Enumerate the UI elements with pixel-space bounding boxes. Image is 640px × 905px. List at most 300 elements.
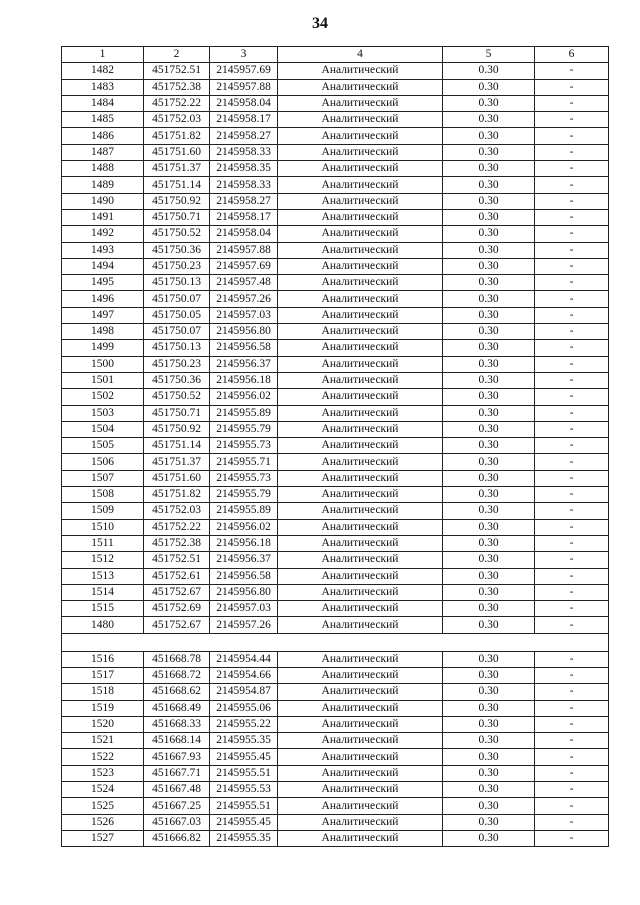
note-cell: -: [535, 733, 609, 749]
note-cell: -: [535, 519, 609, 535]
method-cell: Аналитический: [278, 535, 443, 551]
y-coordinate-cell: 2145958.04: [210, 95, 278, 111]
y-coordinate-cell: 2145956.37: [210, 356, 278, 372]
y-coordinate-cell: 2145957.48: [210, 275, 278, 291]
point-number-cell: 1513: [62, 568, 144, 584]
table-row: [62, 307, 609, 323]
accuracy-cell: 0.30: [443, 389, 535, 405]
accuracy-cell: 0.30: [443, 749, 535, 765]
note-cell: -: [535, 226, 609, 242]
y-coordinate-cell: 2145955.53: [210, 782, 278, 798]
note-cell: -: [535, 454, 609, 470]
point-number-cell: 1497: [62, 307, 144, 323]
method-cell: Аналитический: [278, 324, 443, 340]
point-number-cell: 1500: [62, 356, 144, 372]
y-coordinate-cell: 2145955.79: [210, 487, 278, 503]
point-number-cell: 1493: [62, 242, 144, 258]
x-coordinate-cell: 451751.14: [144, 438, 210, 454]
point-number-cell: 1518: [62, 684, 144, 700]
method-cell: Аналитический: [278, 144, 443, 160]
method-cell: Аналитический: [278, 584, 443, 600]
y-coordinate-cell: 2145955.73: [210, 470, 278, 486]
accuracy-cell: 0.30: [443, 684, 535, 700]
method-cell: Аналитический: [278, 63, 443, 79]
point-number-cell: 1502: [62, 389, 144, 405]
accuracy-cell: 0.30: [443, 584, 535, 600]
note-cell: -: [535, 535, 609, 551]
method-cell: Аналитический: [278, 470, 443, 486]
accuracy-cell: 0.30: [443, 601, 535, 617]
point-number-cell: 1526: [62, 814, 144, 830]
page-number: 34: [312, 15, 328, 32]
x-coordinate-cell: 451750.92: [144, 193, 210, 209]
table-row: [62, 798, 609, 814]
y-coordinate-cell: 2145956.58: [210, 568, 278, 584]
column-header: 1: [62, 47, 144, 63]
x-coordinate-cell: 451752.22: [144, 519, 210, 535]
table-body: [62, 63, 609, 847]
note-cell: -: [535, 405, 609, 421]
y-coordinate-cell: 2145955.51: [210, 798, 278, 814]
table-row: [62, 340, 609, 356]
method-cell: Аналитический: [278, 782, 443, 798]
table-row: [62, 226, 609, 242]
x-coordinate-cell: 451750.23: [144, 356, 210, 372]
method-cell: Аналитический: [278, 487, 443, 503]
note-cell: -: [535, 487, 609, 503]
accuracy-cell: 0.30: [443, 307, 535, 323]
method-cell: Аналитический: [278, 307, 443, 323]
accuracy-cell: 0.30: [443, 667, 535, 683]
table-row: [62, 830, 609, 846]
method-cell: Аналитический: [278, 765, 443, 781]
table-row: [62, 291, 609, 307]
accuracy-cell: 0.30: [443, 568, 535, 584]
point-number-cell: 1494: [62, 258, 144, 274]
table-row: [62, 95, 609, 111]
x-coordinate-cell: 451752.38: [144, 535, 210, 551]
table-row: [62, 63, 609, 79]
method-cell: Аналитический: [278, 798, 443, 814]
note-cell: -: [535, 95, 609, 111]
note-cell: -: [535, 258, 609, 274]
accuracy-cell: 0.30: [443, 112, 535, 128]
x-coordinate-cell: 451667.93: [144, 749, 210, 765]
y-coordinate-cell: 2145955.79: [210, 421, 278, 437]
accuracy-cell: 0.30: [443, 291, 535, 307]
method-cell: Аналитический: [278, 193, 443, 209]
accuracy-cell: 0.30: [443, 128, 535, 144]
x-coordinate-cell: 451750.92: [144, 421, 210, 437]
table-row: [62, 438, 609, 454]
method-cell: Аналитический: [278, 552, 443, 568]
x-coordinate-cell: 451750.13: [144, 340, 210, 356]
accuracy-cell: 0.30: [443, 733, 535, 749]
point-number-cell: 1483: [62, 79, 144, 95]
table-row: [62, 177, 609, 193]
table-row: [62, 258, 609, 274]
point-number-cell: 1489: [62, 177, 144, 193]
x-coordinate-cell: 451750.13: [144, 275, 210, 291]
accuracy-cell: 0.30: [443, 814, 535, 830]
point-number-cell: 1520: [62, 716, 144, 732]
method-cell: Аналитический: [278, 568, 443, 584]
note-cell: -: [535, 242, 609, 258]
point-number-cell: 1482: [62, 63, 144, 79]
accuracy-cell: 0.30: [443, 830, 535, 846]
point-number-cell: 1499: [62, 340, 144, 356]
table-row: [62, 242, 609, 258]
accuracy-cell: 0.30: [443, 782, 535, 798]
table-row: [62, 324, 609, 340]
accuracy-cell: 0.30: [443, 535, 535, 551]
table-row: [62, 684, 609, 700]
table-row: [62, 782, 609, 798]
y-coordinate-cell: 2145956.02: [210, 519, 278, 535]
note-cell: -: [535, 63, 609, 79]
table-row: [62, 733, 609, 749]
note-cell: -: [535, 716, 609, 732]
accuracy-cell: 0.30: [443, 340, 535, 356]
y-coordinate-cell: 2145955.71: [210, 454, 278, 470]
method-cell: Аналитический: [278, 340, 443, 356]
table-row: [62, 487, 609, 503]
point-number-cell: 1501: [62, 372, 144, 388]
point-number-cell: 1516: [62, 651, 144, 667]
separator-cell: [62, 633, 609, 651]
note-cell: -: [535, 291, 609, 307]
y-coordinate-cell: 2145955.06: [210, 700, 278, 716]
method-cell: Аналитический: [278, 454, 443, 470]
y-coordinate-cell: 2145957.26: [210, 617, 278, 633]
accuracy-cell: 0.30: [443, 503, 535, 519]
point-number-cell: 1508: [62, 487, 144, 503]
note-cell: -: [535, 617, 609, 633]
note-cell: -: [535, 503, 609, 519]
x-coordinate-cell: 451750.05: [144, 307, 210, 323]
x-coordinate-cell: 451752.51: [144, 552, 210, 568]
note-cell: -: [535, 128, 609, 144]
point-number-cell: 1511: [62, 535, 144, 551]
point-number-cell: 1488: [62, 161, 144, 177]
table-row: [62, 519, 609, 535]
header-row: [62, 47, 609, 63]
x-coordinate-cell: 451668.14: [144, 733, 210, 749]
y-coordinate-cell: 2145955.35: [210, 830, 278, 846]
x-coordinate-cell: 451667.71: [144, 765, 210, 781]
x-coordinate-cell: 451751.37: [144, 454, 210, 470]
y-coordinate-cell: 2145955.89: [210, 405, 278, 421]
accuracy-cell: 0.30: [443, 716, 535, 732]
note-cell: -: [535, 144, 609, 160]
note-cell: -: [535, 568, 609, 584]
table-row: [62, 584, 609, 600]
method-cell: Аналитический: [278, 258, 443, 274]
method-cell: Аналитический: [278, 830, 443, 846]
accuracy-cell: 0.30: [443, 552, 535, 568]
table-row: [62, 716, 609, 732]
x-coordinate-cell: 451667.25: [144, 798, 210, 814]
note-cell: -: [535, 193, 609, 209]
table-row: [62, 209, 609, 225]
y-coordinate-cell: 2145958.17: [210, 112, 278, 128]
x-coordinate-cell: 451752.38: [144, 79, 210, 95]
point-number-cell: 1490: [62, 193, 144, 209]
accuracy-cell: 0.30: [443, 226, 535, 242]
x-coordinate-cell: 451668.62: [144, 684, 210, 700]
method-cell: Аналитический: [278, 438, 443, 454]
y-coordinate-cell: 2145957.03: [210, 601, 278, 617]
accuracy-cell: 0.30: [443, 438, 535, 454]
accuracy-cell: 0.30: [443, 193, 535, 209]
x-coordinate-cell: 451752.69: [144, 601, 210, 617]
method-cell: Аналитический: [278, 503, 443, 519]
table-row: [62, 568, 609, 584]
y-coordinate-cell: 2145957.26: [210, 291, 278, 307]
method-cell: Аналитический: [278, 242, 443, 258]
x-coordinate-cell: 451668.78: [144, 651, 210, 667]
x-coordinate-cell: 451750.07: [144, 324, 210, 340]
x-coordinate-cell: 451752.67: [144, 617, 210, 633]
point-number-cell: 1485: [62, 112, 144, 128]
method-cell: Аналитический: [278, 684, 443, 700]
accuracy-cell: 0.30: [443, 487, 535, 503]
point-number-cell: 1514: [62, 584, 144, 600]
table-row: [62, 454, 609, 470]
note-cell: -: [535, 112, 609, 128]
accuracy-cell: 0.30: [443, 242, 535, 258]
table-row: [62, 617, 609, 633]
point-number-cell: 1507: [62, 470, 144, 486]
table-row: [62, 651, 609, 667]
method-cell: Аналитический: [278, 421, 443, 437]
y-coordinate-cell: 2145956.37: [210, 552, 278, 568]
accuracy-cell: 0.30: [443, 275, 535, 291]
y-coordinate-cell: 2145955.73: [210, 438, 278, 454]
method-cell: Аналитический: [278, 79, 443, 95]
x-coordinate-cell: 451751.37: [144, 161, 210, 177]
x-coordinate-cell: 451750.07: [144, 291, 210, 307]
accuracy-cell: 0.30: [443, 798, 535, 814]
note-cell: -: [535, 552, 609, 568]
table-row: [62, 765, 609, 781]
point-number-cell: 1496: [62, 291, 144, 307]
x-coordinate-cell: 451752.51: [144, 63, 210, 79]
y-coordinate-cell: 2145956.80: [210, 324, 278, 340]
x-coordinate-cell: 451752.67: [144, 584, 210, 600]
x-coordinate-cell: 451751.60: [144, 144, 210, 160]
note-cell: -: [535, 275, 609, 291]
note-cell: -: [535, 307, 609, 323]
method-cell: Аналитический: [278, 356, 443, 372]
y-coordinate-cell: 2145957.88: [210, 242, 278, 258]
y-coordinate-cell: 2145957.69: [210, 63, 278, 79]
accuracy-cell: 0.30: [443, 617, 535, 633]
table-row: [62, 749, 609, 765]
note-cell: -: [535, 324, 609, 340]
x-coordinate-cell: 451750.36: [144, 372, 210, 388]
note-cell: -: [535, 765, 609, 781]
table-row: [62, 161, 609, 177]
method-cell: Аналитический: [278, 95, 443, 111]
accuracy-cell: 0.30: [443, 63, 535, 79]
x-coordinate-cell: 451752.03: [144, 112, 210, 128]
y-coordinate-cell: 2145957.03: [210, 307, 278, 323]
method-cell: Аналитический: [278, 733, 443, 749]
coordinates-table: [61, 46, 609, 847]
x-coordinate-cell: 451668.72: [144, 667, 210, 683]
table-row: [62, 814, 609, 830]
y-coordinate-cell: 2145958.04: [210, 226, 278, 242]
note-cell: -: [535, 684, 609, 700]
accuracy-cell: 0.30: [443, 700, 535, 716]
y-coordinate-cell: 2145957.69: [210, 258, 278, 274]
note-cell: -: [535, 161, 609, 177]
note-cell: -: [535, 372, 609, 388]
note-cell: -: [535, 79, 609, 95]
y-coordinate-cell: 2145955.89: [210, 503, 278, 519]
note-cell: -: [535, 651, 609, 667]
accuracy-cell: 0.30: [443, 651, 535, 667]
x-coordinate-cell: 451668.49: [144, 700, 210, 716]
table-row: [62, 421, 609, 437]
point-number-cell: 1510: [62, 519, 144, 535]
method-cell: Аналитический: [278, 275, 443, 291]
method-cell: Аналитический: [278, 389, 443, 405]
x-coordinate-cell: 451751.14: [144, 177, 210, 193]
accuracy-cell: 0.30: [443, 372, 535, 388]
accuracy-cell: 0.30: [443, 421, 535, 437]
accuracy-cell: 0.30: [443, 95, 535, 111]
table-row: [62, 356, 609, 372]
point-number-cell: 1509: [62, 503, 144, 519]
column-header: 2: [144, 47, 210, 63]
note-cell: -: [535, 700, 609, 716]
method-cell: Аналитический: [278, 209, 443, 225]
note-cell: -: [535, 584, 609, 600]
point-number-cell: 1517: [62, 667, 144, 683]
accuracy-cell: 0.30: [443, 519, 535, 535]
table-row: [62, 193, 609, 209]
y-coordinate-cell: 2145955.22: [210, 716, 278, 732]
x-coordinate-cell: 451666.82: [144, 830, 210, 846]
column-header: 4: [278, 47, 443, 63]
note-cell: -: [535, 356, 609, 372]
y-coordinate-cell: 2145954.87: [210, 684, 278, 700]
point-number-cell: 1486: [62, 128, 144, 144]
point-number-cell: 1506: [62, 454, 144, 470]
x-coordinate-cell: 451752.61: [144, 568, 210, 584]
note-cell: -: [535, 177, 609, 193]
y-coordinate-cell: 2145956.58: [210, 340, 278, 356]
table-row: [62, 112, 609, 128]
accuracy-cell: 0.30: [443, 177, 535, 193]
point-number-cell: 1505: [62, 438, 144, 454]
accuracy-cell: 0.30: [443, 209, 535, 225]
point-number-cell: 1523: [62, 765, 144, 781]
note-cell: -: [535, 601, 609, 617]
y-coordinate-cell: 2145956.18: [210, 535, 278, 551]
y-coordinate-cell: 2145954.44: [210, 651, 278, 667]
x-coordinate-cell: 451751.60: [144, 470, 210, 486]
accuracy-cell: 0.30: [443, 356, 535, 372]
method-cell: Аналитический: [278, 617, 443, 633]
point-number-cell: 1524: [62, 782, 144, 798]
table-row: [62, 503, 609, 519]
x-coordinate-cell: 451751.82: [144, 128, 210, 144]
note-cell: -: [535, 830, 609, 846]
table-row: [62, 552, 609, 568]
method-cell: Аналитический: [278, 226, 443, 242]
y-coordinate-cell: 2145958.27: [210, 128, 278, 144]
point-number-cell: 1492: [62, 226, 144, 242]
method-cell: Аналитический: [278, 651, 443, 667]
point-number-cell: 1495: [62, 275, 144, 291]
point-number-cell: 1521: [62, 733, 144, 749]
x-coordinate-cell: 451750.52: [144, 389, 210, 405]
point-number-cell: 1491: [62, 209, 144, 225]
y-coordinate-cell: 2145955.45: [210, 749, 278, 765]
point-number-cell: 1515: [62, 601, 144, 617]
method-cell: Аналитический: [278, 372, 443, 388]
y-coordinate-cell: 2145958.33: [210, 144, 278, 160]
note-cell: -: [535, 389, 609, 405]
method-cell: Аналитический: [278, 700, 443, 716]
accuracy-cell: 0.30: [443, 161, 535, 177]
accuracy-cell: 0.30: [443, 405, 535, 421]
method-cell: Аналитический: [278, 601, 443, 617]
table-row: [62, 667, 609, 683]
note-cell: -: [535, 340, 609, 356]
y-coordinate-cell: 2145955.51: [210, 765, 278, 781]
method-cell: Аналитический: [278, 814, 443, 830]
table-row: [62, 144, 609, 160]
column-header: 6: [535, 47, 609, 63]
separator-row: [62, 633, 609, 651]
point-number-cell: 1519: [62, 700, 144, 716]
point-number-cell: 1504: [62, 421, 144, 437]
note-cell: -: [535, 814, 609, 830]
method-cell: Аналитический: [278, 405, 443, 421]
note-cell: -: [535, 798, 609, 814]
method-cell: Аналитический: [278, 749, 443, 765]
point-number-cell: 1498: [62, 324, 144, 340]
x-coordinate-cell: 451750.52: [144, 226, 210, 242]
table-row: [62, 372, 609, 388]
method-cell: Аналитический: [278, 291, 443, 307]
method-cell: Аналитический: [278, 161, 443, 177]
table-row: [62, 79, 609, 95]
note-cell: -: [535, 667, 609, 683]
x-coordinate-cell: 451752.03: [144, 503, 210, 519]
column-header: 5: [443, 47, 535, 63]
y-coordinate-cell: 2145954.66: [210, 667, 278, 683]
x-coordinate-cell: 451750.71: [144, 405, 210, 421]
note-cell: -: [535, 782, 609, 798]
x-coordinate-cell: 451667.48: [144, 782, 210, 798]
y-coordinate-cell: 2145958.35: [210, 161, 278, 177]
note-cell: -: [535, 749, 609, 765]
x-coordinate-cell: 451750.23: [144, 258, 210, 274]
table-row: [62, 700, 609, 716]
y-coordinate-cell: 2145956.02: [210, 389, 278, 405]
point-number-cell: 1525: [62, 798, 144, 814]
x-coordinate-cell: 451752.22: [144, 95, 210, 111]
point-number-cell: 1527: [62, 830, 144, 846]
y-coordinate-cell: 2145958.17: [210, 209, 278, 225]
x-coordinate-cell: 451667.03: [144, 814, 210, 830]
table-row: [62, 470, 609, 486]
